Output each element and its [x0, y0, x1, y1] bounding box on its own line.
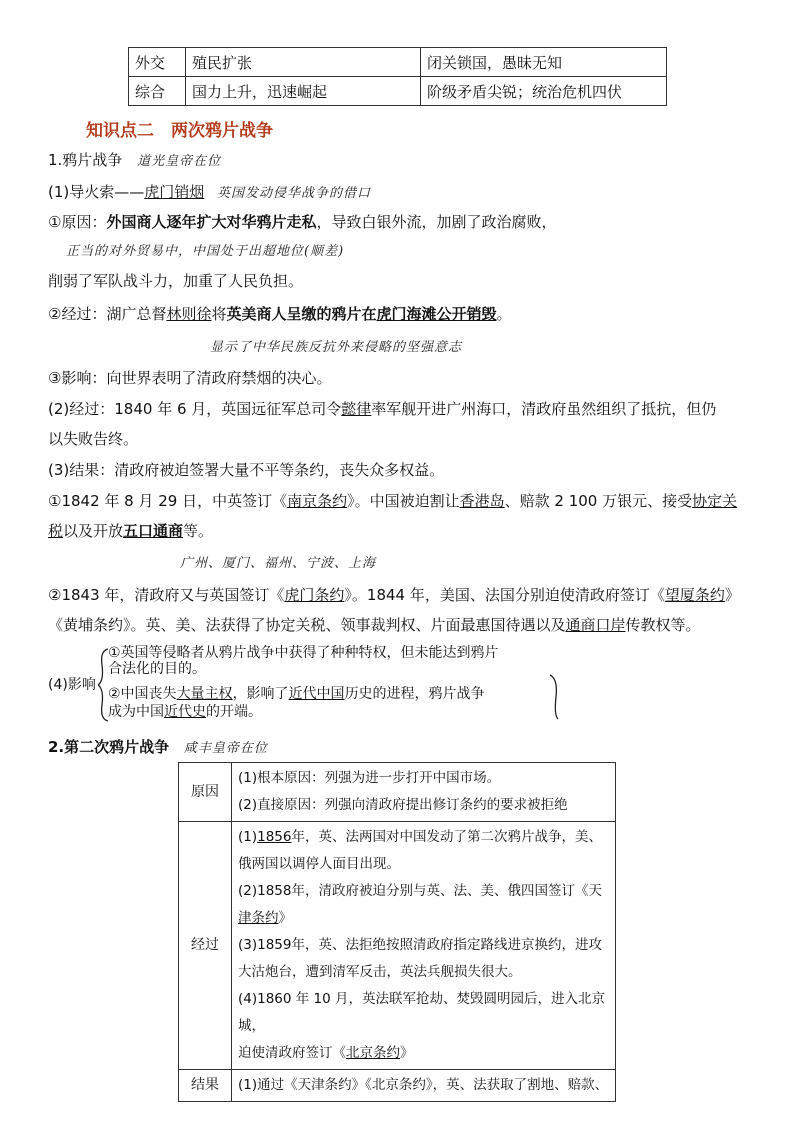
nanjing-line2-c: 等。 [183, 522, 214, 540]
ports-note: 广州、厦门、福州、宁波、上海 [180, 556, 377, 571]
trigger-note: 英国发动侵华战争的借口 [217, 186, 372, 201]
course-b: 率军舰开进广州海口，清政府虽然组织了抵抗，但仍 [371, 400, 717, 418]
result-cell: (1)通过《天津条约》《北京条约》，英、法获取了割地、赔款、 [232, 1070, 616, 1102]
trigger-prefix: (1)导火索—— [48, 183, 145, 201]
cause-note: 正当的对外贸易中，中国处于出超地位(顺差) [66, 244, 345, 259]
second-war-table [178, 762, 616, 1102]
process-a: ②经过：湖广总督 [48, 305, 167, 323]
trigger-line [48, 182, 371, 204]
p4-line2 [238, 1040, 609, 1067]
cause-2: (2)直接原因：列强向清政府提出修订条约的要求被拒绝 [238, 797, 568, 813]
result-label: 结果 [179, 1070, 232, 1102]
right-cell: 阶级矛盾尖锐；统治危机四伏 [421, 77, 667, 106]
row-label: 综合 [129, 77, 186, 106]
wangxia-treaty: 望厦条约 [664, 586, 725, 604]
influence-2a-pre: ②中国丧失 [108, 686, 177, 702]
cause-key: 外国商人逐年扩大对华鸦片走私 [106, 213, 317, 231]
table-row [129, 48, 667, 77]
process-place: 虎门海滩公开销毁 [376, 305, 497, 323]
s2-title-note: 咸丰皇帝在位 [183, 741, 268, 756]
s1-title: 1.鸦片战争 [48, 151, 123, 169]
cause-line [48, 212, 556, 232]
cause-line2: 削弱了军队战斗力，加重了人民负担。 [48, 272, 304, 290]
nanjing-a: ①1842 年 8 月 29 日，中英签订《 [48, 492, 288, 510]
nanjing-five-ports: 五口通商 [123, 522, 184, 540]
influence-2b-key: 近代史 [164, 704, 206, 720]
nanjing-line2-a: 以及开放 [63, 522, 124, 540]
process-key: 英美商人呈缴的鸦片在 [226, 305, 377, 323]
process-b: 将 [211, 305, 227, 323]
cause-rest: ，导致白银外流，加剧了政治腐败， [316, 213, 557, 231]
humen-a: ②1843 年，清政府又与英国签订《 [48, 586, 285, 604]
course-line [48, 399, 716, 419]
course-a: (2)经过：1840 年 6 月，英国远征军总司令 [48, 400, 342, 418]
cause-1: (1)根本原因：列强为进一步打开中国市场。 [238, 770, 501, 786]
p4-line1: (4)1860 年 10 月，英法联军抢劫、焚毁圆明园后，进入北京城， [238, 991, 606, 1034]
p4-line2-post: 》 [400, 1045, 414, 1061]
influence-2a-key2: 近代中国 [288, 686, 345, 702]
humen-line2 [48, 615, 701, 635]
humen-c: 》 [724, 586, 740, 604]
humen-b: 》。1844 年，美国、法国分别迫使清政府签订《 [344, 586, 665, 604]
influence-2b [108, 704, 262, 720]
effect-line: ③影响：向世界表明了清政府禁烟的决心。 [48, 369, 332, 387]
p4-line2-pre: 迫使清政府签订《 [238, 1045, 346, 1061]
humen-line2-b: 传教权等。 [625, 616, 701, 634]
left-cell: 殖民扩张 [186, 48, 421, 77]
nanjing-tariff: 协定关 [692, 492, 738, 510]
process-label: 经过 [179, 822, 232, 1070]
left-cell: 国力上升，迅速崛起 [186, 77, 421, 106]
p3-line2: 大沽炮台，遭到清军反击，英法兵舰损失很大。 [238, 964, 522, 980]
p1-year: 1856 [257, 829, 292, 845]
nanjing-hk: 香港岛 [459, 492, 505, 510]
row-label: 外交 [129, 48, 186, 77]
process-end: 。 [496, 305, 512, 323]
process-person: 林则徐 [166, 305, 212, 323]
nanjing-line [48, 491, 737, 511]
nanjing-tariff2: 税 [48, 522, 64, 540]
trigger-key: 虎门销烟 [144, 183, 205, 201]
humen-line2-a: 《黄埔条约》。英、美、法获得了协定关税、领事裁判权、片面最惠国待遇以及 [48, 616, 566, 634]
table-row [129, 77, 667, 106]
treaty-ports: 通商口岸 [565, 616, 626, 634]
course-line2: 以失败告终。 [48, 430, 139, 448]
influence-1b: 合法化的目的。 [108, 661, 206, 677]
nanjing-b: 》。中国被迫割让 [347, 492, 460, 510]
p1-line1 [238, 824, 609, 851]
result-line: (3)结果：清政府被迫签署大量不平等条约，丧失众多权益。 [48, 461, 445, 479]
p2-line2 [238, 905, 609, 932]
course-person: 懿律 [341, 400, 372, 418]
influence-2a-key: 大量主权 [176, 686, 233, 702]
influence-2b-post: 的开端。 [206, 704, 262, 720]
top-comparison-table [128, 47, 667, 106]
nanjing-treaty: 南京条约 [287, 492, 348, 510]
p1-pre: (1) [238, 829, 258, 845]
table-row [179, 822, 616, 1070]
process-line [48, 304, 512, 324]
table-row [179, 763, 616, 822]
s1-title-line [48, 150, 221, 172]
cause-cell [232, 763, 616, 822]
s1-title-note: 道光皇帝在位 [137, 154, 222, 169]
s2-title: 2.第二次鸦片战争 [48, 738, 170, 756]
influence-label: (4)影响 [48, 677, 96, 693]
humen-line [48, 585, 740, 605]
s2-title-line [48, 737, 268, 759]
p1-line2: 俄两国以调停人面目出现。 [238, 856, 400, 872]
p2-line1: (2)1858年，清政府被迫分别与英、法、美、俄四国签订《天 [238, 883, 602, 899]
section-heading: 知识点二 两次鸦片战争 [86, 121, 273, 141]
p3-line1: (3)1859年，英、法拒绝按照清政府指定路线进京换约，进攻 [238, 937, 602, 953]
process-cell [232, 822, 616, 1070]
influence-2a [108, 686, 485, 702]
cause-prefix: ①原因： [48, 213, 107, 231]
influence-2b-pre: 成为中国 [108, 704, 164, 720]
nanjing-line2 [48, 521, 213, 541]
p1-post: 年，英、法两国对中国发动了第二次鸦片战争，美、 [291, 829, 602, 845]
right-cell: 闭关锁国，愚昧无知 [421, 48, 667, 77]
humen-treaty: 虎门条约 [284, 586, 345, 604]
table-row [179, 1070, 616, 1102]
process-note: 显示了中华民族反抗外来侵略的坚强意志 [210, 340, 463, 355]
influence-2a-mid: ，影响了 [232, 686, 289, 702]
cause-label: 原因 [179, 763, 232, 822]
p2-line2-post: 》 [278, 910, 292, 926]
nanjing-c: 、赔款 2 100 万银元、接受 [504, 492, 693, 510]
beijing-treaty: 北京条约 [346, 1045, 400, 1061]
influence-1a: ①英国等侵略者从鸦片战争中获得了种种特权，但未能达到鸦片 [108, 645, 499, 661]
tianjin-treaty: 津条约 [238, 910, 279, 926]
influence-2a-post: 历史的进程，鸦片战争 [344, 686, 485, 702]
